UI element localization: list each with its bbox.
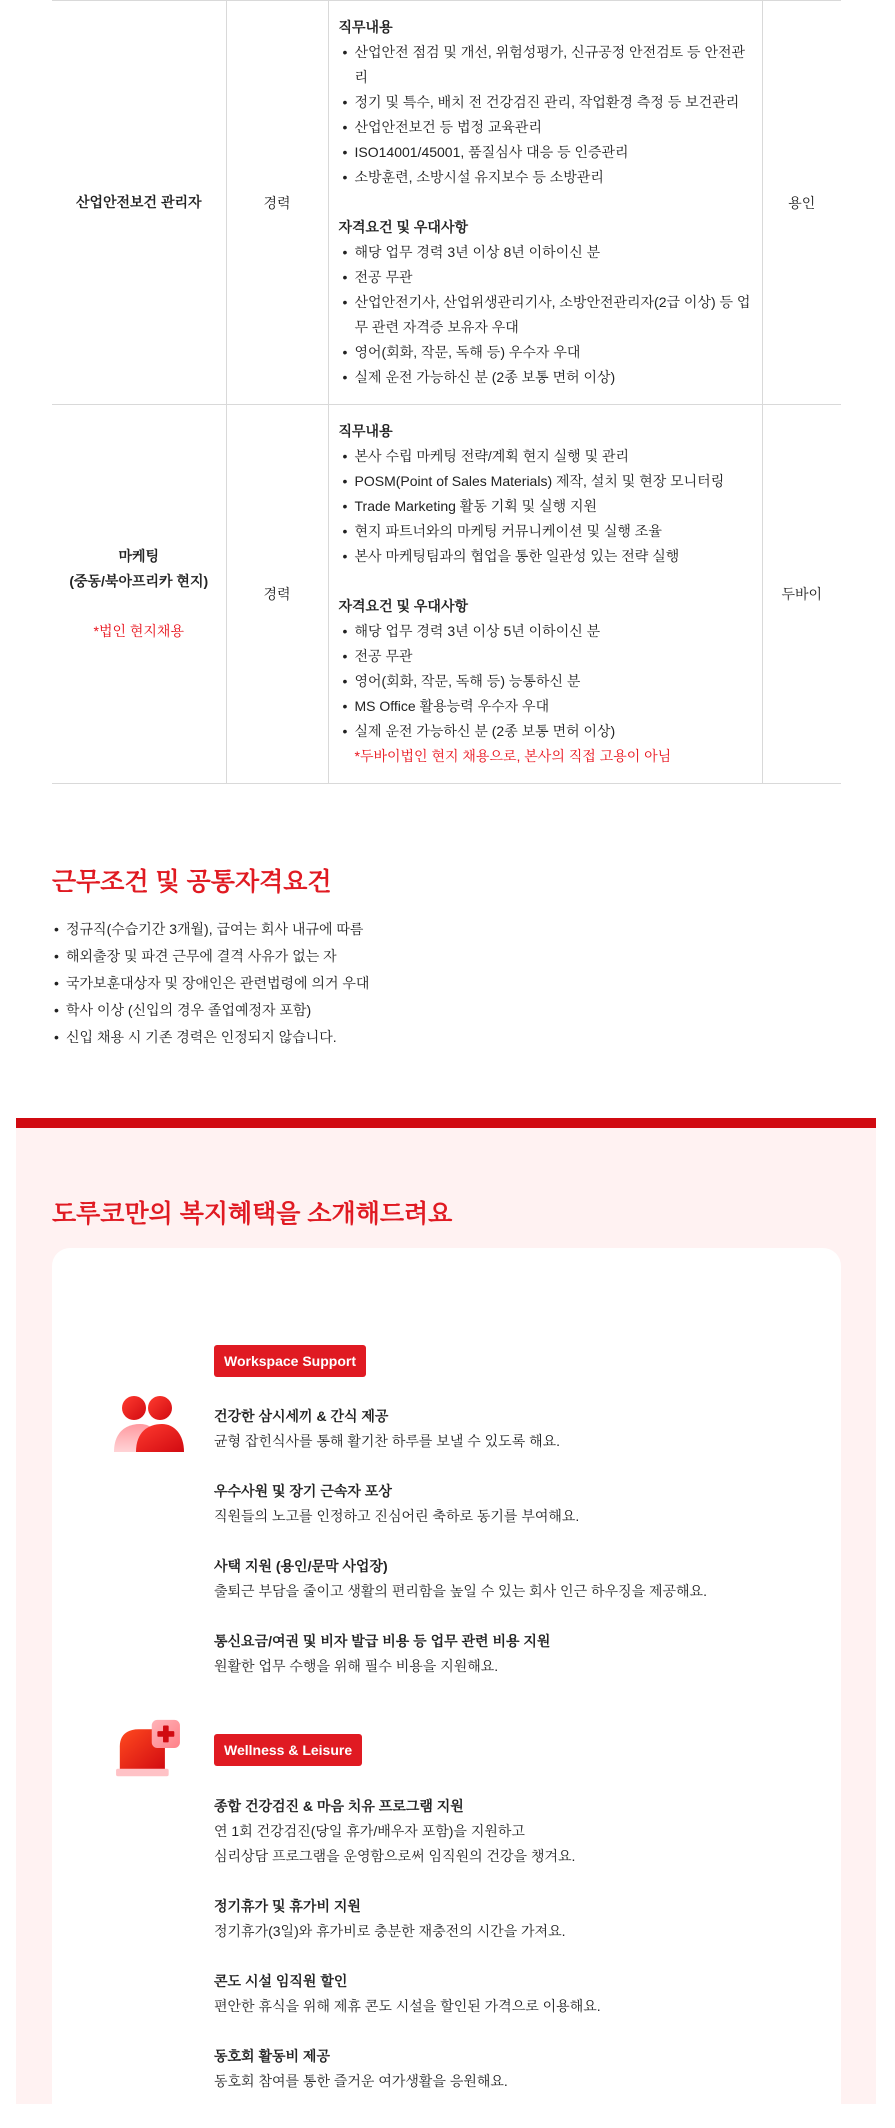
dubai-hire-note: *두바이법인 현지 채용으로, 본사의 직접 고용이 아님 bbox=[354, 748, 672, 764]
category-badge: Wellness & Leisure bbox=[214, 1734, 362, 1766]
list-item: • 산업안전기사, 산업위생관리기사, 소방안전관리자(2급 이상) 등 업무 관련 자격증 보유자 우대 bbox=[339, 290, 752, 340]
benefit-item bbox=[214, 1794, 774, 1869]
duties-heading: 직무내용 bbox=[338, 19, 393, 35]
category-badge: Workspace Support bbox=[214, 1345, 366, 1377]
benefit-item-desc: 편안한 휴식을 위해 제휴 콘도 시설을 할인된 가격으로 이용해요. bbox=[214, 1998, 601, 2014]
list-item: • 현지 파트너와의 마케팅 커뮤니케이션 및 실행 조율 bbox=[339, 519, 752, 544]
benefit-item bbox=[214, 1554, 774, 1604]
list-item: • 본사 수립 마케팅 전략/계획 현지 실행 및 관리 bbox=[339, 444, 752, 469]
requirements-heading: 자격요건 및 우대사항 bbox=[338, 219, 468, 235]
benefit-item-title: 통신요금/여권 및 비자 발급 비용 등 업무 관련 비용 지원 bbox=[214, 1633, 551, 1649]
benefit-item-title: 콘도 시설 임직원 할인 bbox=[214, 1973, 348, 1989]
benefit-item bbox=[214, 1629, 774, 1679]
table-row bbox=[52, 405, 841, 784]
list-item: • 신입 채용 시 기존 경력은 인정되지 않습니다. bbox=[52, 1024, 369, 1051]
list-item: • 정규직(수습기간 3개월), 급여는 회사 내규에 따름 bbox=[52, 916, 369, 943]
list-item: • 영어(회화, 작문, 독해 등) 우수자 우대 bbox=[339, 340, 752, 365]
conditions-list bbox=[52, 916, 369, 1051]
list-item: • ISO14001/45001, 품질심사 대응 등 인증관리 bbox=[339, 140, 752, 165]
benefit-item-desc: 동호회 참여를 통한 즐거운 여가생활을 응원해요. bbox=[214, 2073, 508, 2089]
benefit-item-desc: 심리상담 프로그램을 운영함으로써 임직원의 건강을 챙겨요. bbox=[214, 1848, 576, 1864]
benefit-item-title: 우수사원 및 장기 근속자 포상 bbox=[214, 1483, 392, 1499]
list-item: • 해당 업무 경력 3년 이상 8년 이하이신 분 bbox=[339, 240, 752, 265]
list-item: • Trade Marketing 활동 기획 및 실행 지원 bbox=[339, 494, 752, 519]
duties-heading: 직무내용 bbox=[338, 423, 393, 439]
benefit-item-title: 사택 지원 (용인/문막 사업장) bbox=[214, 1558, 388, 1574]
job-description-cell bbox=[328, 1, 762, 405]
duties-list bbox=[339, 40, 752, 190]
job-title-cell bbox=[52, 405, 226, 784]
people-icon bbox=[112, 1394, 184, 1456]
job-title-cell bbox=[52, 1, 226, 405]
list-item: • 해외출장 및 파견 근무에 결격 사유가 없는 자 bbox=[52, 943, 369, 970]
duties-list bbox=[339, 444, 752, 569]
conditions-title: 근무조건 및 공통자격요건 bbox=[52, 868, 332, 896]
benefit-item-title: 건강한 삼시세끼 & 간식 제공 bbox=[214, 1408, 389, 1424]
list-item: • 본사 마케팅팀과의 협업을 통한 일관성 있는 전략 실행 bbox=[339, 544, 752, 569]
career-cell: 경력 bbox=[226, 1, 328, 405]
location-cell: 두바이 bbox=[762, 405, 841, 784]
benefit-item-desc: 균형 잡힌식사를 통해 활기찬 하루를 보낼 수 있도록 해요. bbox=[214, 1433, 561, 1449]
career-cell: 경력 bbox=[226, 405, 328, 784]
benefit-item bbox=[214, 1404, 774, 1454]
job-title: 마케팅 bbox=[118, 548, 160, 564]
list-item: • MS Office 활용능력 우수자 우대 bbox=[339, 694, 752, 719]
list-item: • 국가보훈대상자 및 장애인은 관련법령에 의거 우대 bbox=[52, 970, 369, 997]
benefit-item-desc: 출퇴근 부담을 줄이고 생활의 편리함을 높일 수 있는 회사 인근 하우징을 제공해요. bbox=[214, 1583, 707, 1599]
benefit-item-desc: 원활한 업무 수행을 위해 필수 비용을 지원해요. bbox=[214, 1658, 499, 1674]
requirements-list bbox=[339, 240, 752, 390]
benefits-title: 도루코만의 복지혜택을 소개해드려요 bbox=[52, 1200, 453, 1228]
table-row bbox=[52, 1, 841, 405]
list-item: • 학사 이상 (신입의 경우 졸업예정자 포함) bbox=[52, 997, 369, 1024]
requirements-heading: 자격요건 및 우대사항 bbox=[338, 598, 468, 614]
job-title-sub: (중동/북아프리카 현지) bbox=[69, 573, 209, 589]
location-cell: 용인 bbox=[762, 1, 841, 405]
list-item: • 소방훈련, 소방시설 유지보수 등 소방관리 bbox=[339, 165, 752, 190]
benefit-item-title: 정기휴가 및 휴가비 지원 bbox=[214, 1898, 361, 1914]
job-description-cell bbox=[328, 405, 762, 784]
list-item: • 실제 운전 가능하신 분 (2종 보통 면허 이상) bbox=[339, 719, 752, 744]
medical-cross-icon bbox=[112, 1718, 184, 1780]
job-table bbox=[52, 0, 841, 784]
list-item: • 산업안전보건 등 법정 교육관리 bbox=[339, 115, 752, 140]
list-item: • 정기 및 특수, 배치 전 건강검진 관리, 작업환경 측정 등 보건관리 bbox=[339, 90, 752, 115]
category-workspace-support bbox=[214, 1345, 366, 1377]
category-wellness-leisure bbox=[214, 1734, 362, 1766]
list-item: • 영어(회화, 작문, 독해 등) 능통하신 분 bbox=[339, 669, 752, 694]
list-item: • 전공 무관 bbox=[339, 644, 752, 669]
benefit-item bbox=[214, 1479, 774, 1529]
benefit-item bbox=[214, 1894, 774, 1944]
job-title: 산업안전보건 관리자 bbox=[75, 194, 202, 210]
benefit-item-title: 동호회 활동비 제공 bbox=[214, 2048, 330, 2064]
list-item: • 산업안전 점검 및 개선, 위험성평가, 신규공정 안전검토 등 안전관리 bbox=[339, 40, 752, 90]
benefit-item bbox=[214, 2044, 774, 2094]
local-hire-note: *법인 현지채용 bbox=[93, 623, 184, 639]
benefit-item-desc: 직원들의 노고를 인정하고 진심어린 축하로 동기를 부여해요. bbox=[214, 1508, 580, 1524]
benefit-item-desc: 연 1회 건강검진(당일 휴가/배우자 포함)을 지원하고 bbox=[214, 1823, 525, 1839]
benefit-item-desc: 정기휴가(3일)와 휴가비로 충분한 재충전의 시간을 가져요. bbox=[214, 1923, 566, 1939]
list-item: • 실제 운전 가능하신 분 (2종 보통 면허 이상) bbox=[339, 365, 752, 390]
requirements-list bbox=[339, 619, 752, 744]
benefit-item bbox=[214, 1969, 774, 2019]
benefit-item-title: 종합 건강검진 & 마음 치유 프로그램 지원 bbox=[214, 1798, 464, 1814]
list-item: • 해당 업무 경력 3년 이상 5년 이하이신 분 bbox=[339, 619, 752, 644]
list-item: • 전공 무관 bbox=[339, 265, 752, 290]
list-item: • POSM(Point of Sales Materials) 제작, 설치 및 현장 모니터링 bbox=[339, 469, 752, 494]
